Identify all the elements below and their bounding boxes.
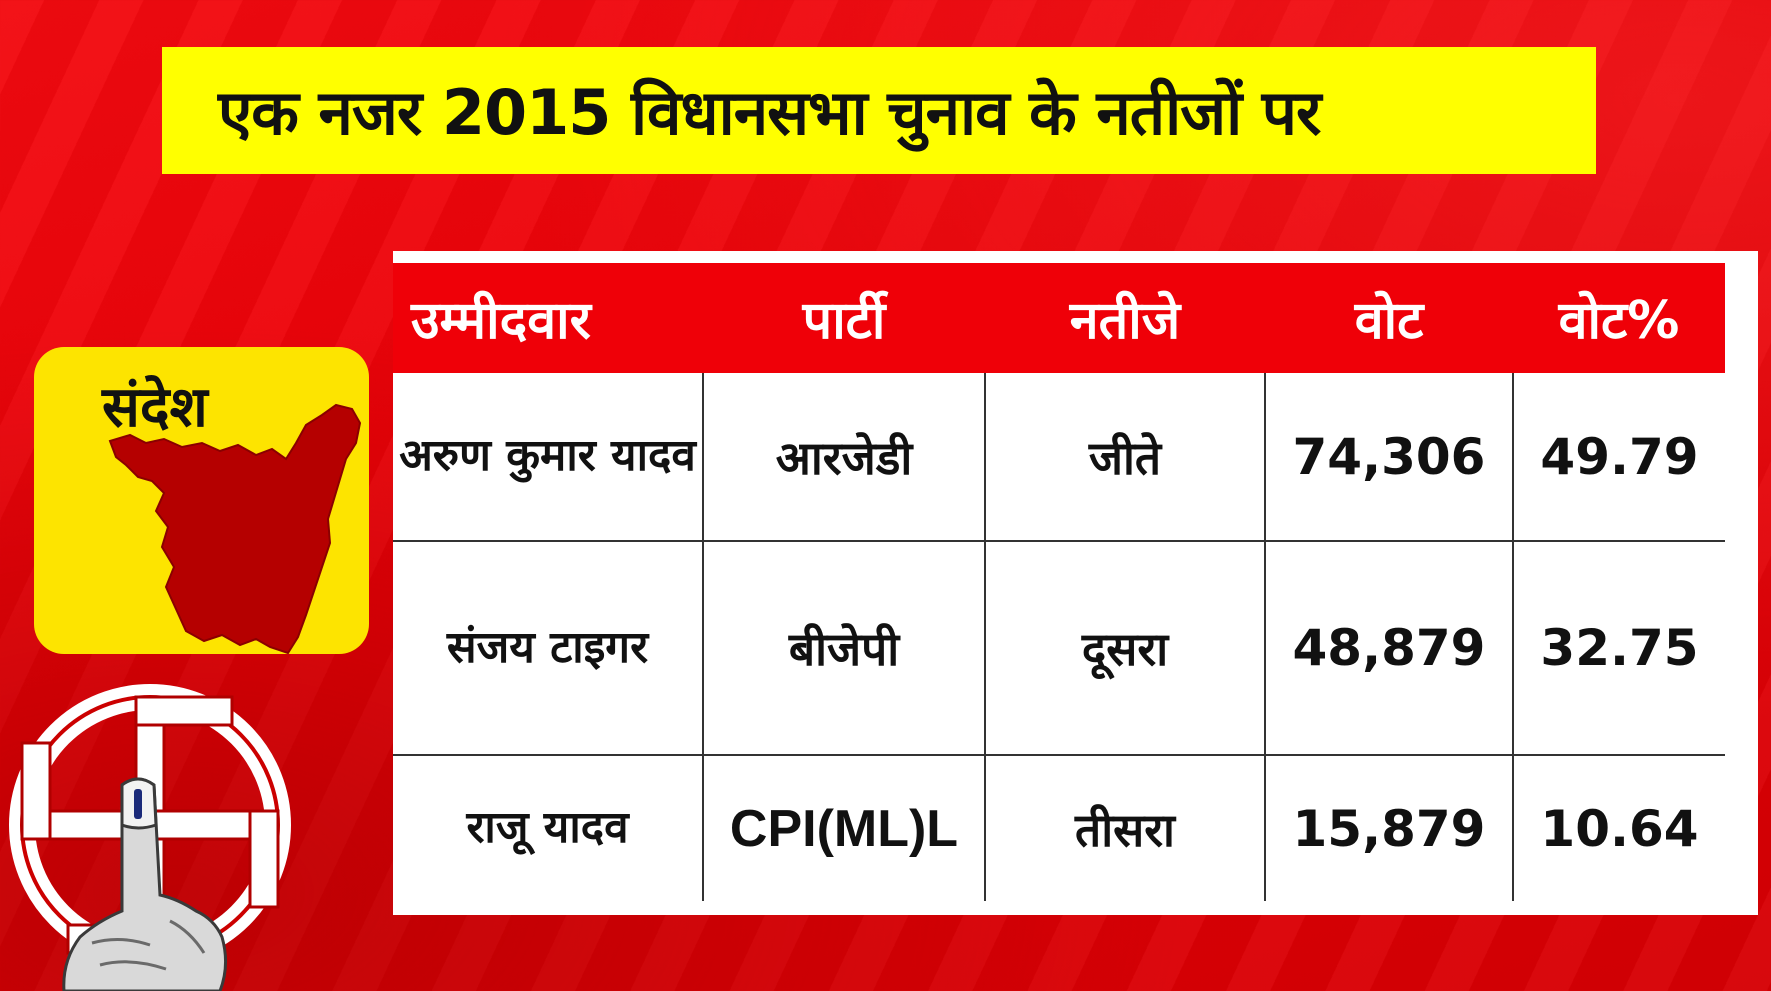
ballot-swastika-stamp-with-inked-finger-icon bbox=[0, 675, 300, 991]
party-name: बीजेपी bbox=[703, 541, 985, 755]
header-candidate: उम्मीदवार bbox=[393, 263, 703, 373]
votes: 48,879 bbox=[1265, 541, 1513, 755]
header-vote-percent: वोट% bbox=[1513, 263, 1725, 373]
ballot-stamp bbox=[0, 675, 300, 991]
party-name: CPI(ML)L bbox=[703, 755, 985, 901]
votes: 74,306 bbox=[1265, 373, 1513, 541]
results-table-panel bbox=[393, 251, 1758, 915]
table-row bbox=[393, 541, 1725, 755]
result: जीते bbox=[985, 373, 1265, 541]
result: तीसरा bbox=[985, 755, 1265, 901]
table-row bbox=[393, 373, 1725, 541]
title-banner bbox=[162, 47, 1596, 174]
vote-percent: 10.64 bbox=[1513, 755, 1725, 901]
header-votes: वोट bbox=[1265, 263, 1513, 373]
votes: 15,879 bbox=[1265, 755, 1513, 901]
results-table bbox=[393, 263, 1725, 901]
table-row bbox=[393, 755, 1725, 901]
candidate-name: संजय टाइगर bbox=[393, 541, 703, 755]
header-party: पार्टी bbox=[703, 263, 985, 373]
party-name: आरजेडी bbox=[703, 373, 985, 541]
table-header-row bbox=[393, 263, 1725, 373]
candidate-name: राजू यादव bbox=[466, 802, 629, 854]
header-result: नतीजे bbox=[985, 263, 1265, 373]
sandesh-badge bbox=[34, 347, 369, 654]
vote-percent: 32.75 bbox=[1513, 541, 1725, 755]
candidate-name: अरुण कुमार यादव bbox=[393, 373, 703, 541]
vote-percent: 49.79 bbox=[1513, 373, 1725, 541]
badge-label: संदेश bbox=[102, 375, 208, 440]
result: दूसरा bbox=[985, 541, 1265, 755]
page-title: एक नजर 2015 विधानसभा चुनाव के नतीजों पर bbox=[218, 75, 1321, 149]
